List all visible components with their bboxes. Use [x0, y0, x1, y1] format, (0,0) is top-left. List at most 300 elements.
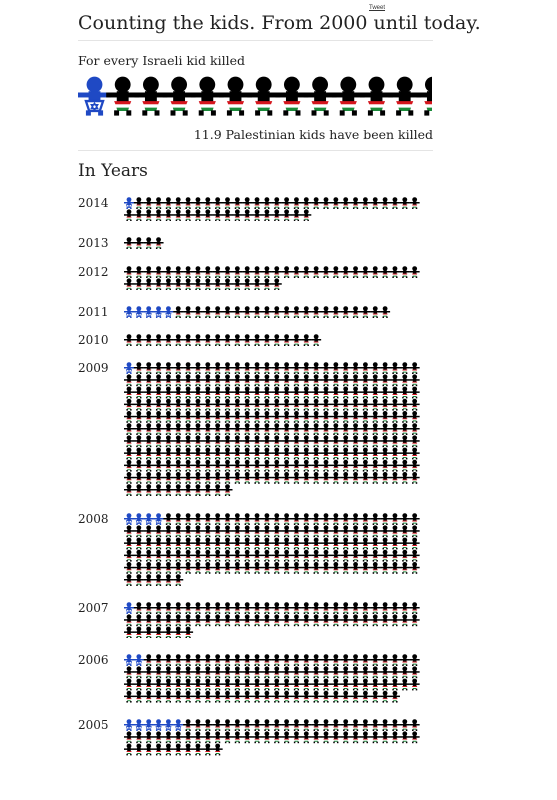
palestinian-kid-icon [370, 387, 380, 399]
palestinian-kid-icon [262, 399, 272, 411]
palestinian-kid-icon [183, 691, 193, 703]
palestinian-kid-icon [213, 549, 223, 561]
palestinian-kid-icon [144, 626, 154, 638]
palestinian-kid-icon [223, 691, 233, 703]
palestinian-kid-icon [291, 525, 301, 537]
palestinian-kid-icon [232, 209, 242, 221]
section-title: In Years [78, 161, 148, 181]
palestinian-kid-icon [203, 744, 213, 756]
palestinian-kid-icon [163, 574, 173, 586]
palestinian-kid-icon [380, 266, 390, 278]
palestinian-kid-icon [213, 278, 223, 290]
israeli-kid-icon [124, 363, 134, 375]
palestinian-kid-icon [341, 655, 351, 667]
palestinian-kid-icon [191, 77, 224, 116]
palestinian-kid-icon [213, 306, 223, 318]
tweet-link[interactable]: Tweet [369, 5, 386, 11]
palestinian-kid-icon [282, 513, 292, 525]
palestinian-kid-icon [134, 363, 144, 375]
palestinian-kid-icon [203, 485, 213, 497]
palestinian-kid-icon [124, 375, 134, 387]
palestinian-kid-icon [390, 655, 400, 667]
palestinian-kid-icon [193, 334, 203, 346]
palestinian-kid-icon [390, 197, 400, 209]
palestinian-kid-icon [321, 549, 331, 561]
palestinian-kid-icon [311, 436, 321, 448]
palestinian-kid-icon [173, 424, 183, 436]
palestinian-kid-icon [370, 549, 380, 561]
palestinian-kid-icon [351, 306, 361, 318]
palestinian-kid-icon [183, 667, 193, 679]
palestinian-kid-icon [203, 472, 213, 484]
year-kids-2006 [124, 654, 424, 703]
israeli-kid-icon [134, 655, 144, 667]
palestinian-kid-icon [144, 209, 154, 221]
palestinian-kid-icon [183, 448, 193, 460]
palestinian-kid-icon [173, 691, 183, 703]
palestinian-kid-icon [134, 485, 144, 497]
palestinian-kid-icon [213, 614, 223, 626]
palestinian-kid-icon [301, 562, 311, 574]
palestinian-kid-icon [134, 399, 144, 411]
palestinian-kid-icon [232, 602, 242, 614]
palestinian-kid-icon [183, 719, 193, 731]
palestinian-kid-icon [193, 266, 203, 278]
palestinian-kid-icon [262, 334, 272, 346]
palestinian-kid-icon [173, 574, 183, 586]
palestinian-kid-icon [154, 691, 164, 703]
israeli-kid-icon [163, 719, 173, 731]
palestinian-kid-icon [203, 436, 213, 448]
palestinian-kid-icon [213, 197, 223, 209]
page-title: Counting the kids. From 2000 until today. [78, 12, 481, 34]
palestinian-kid-icon [203, 513, 213, 525]
palestinian-kid-icon [223, 513, 233, 525]
palestinian-kid-icon [154, 626, 164, 638]
palestinian-kid-icon [262, 306, 272, 318]
palestinian-kid-icon [242, 399, 252, 411]
palestinian-kid-icon [154, 436, 164, 448]
palestinian-kid-icon [242, 732, 252, 744]
palestinian-kid-icon [390, 387, 400, 399]
palestinian-kid-icon [134, 472, 144, 484]
palestinian-kid-icon [351, 719, 361, 731]
palestinian-kid-icon [262, 460, 272, 472]
palestinian-kid-icon [144, 549, 154, 561]
palestinian-kid-icon [213, 655, 223, 667]
palestinian-kid-icon [331, 549, 341, 561]
palestinian-kid-icon [390, 719, 400, 731]
palestinian-kid-icon [232, 460, 242, 472]
palestinian-kid-icon [360, 436, 370, 448]
palestinian-kid-icon [163, 411, 173, 423]
palestinian-kid-icon [321, 266, 331, 278]
palestinian-kid-icon [203, 448, 213, 460]
palestinian-kid-icon [291, 537, 301, 549]
palestinian-kid-icon [252, 306, 262, 318]
palestinian-kid-icon [370, 732, 380, 744]
palestinian-kid-icon [380, 424, 390, 436]
palestinian-kid-icon [360, 679, 370, 691]
palestinian-kid-icon [124, 614, 134, 626]
palestinian-kid-icon [341, 387, 351, 399]
palestinian-kid-icon [203, 691, 213, 703]
palestinian-kid-icon [134, 537, 144, 549]
palestinian-kid-icon [301, 209, 311, 221]
palestinian-kid-icon [163, 209, 173, 221]
palestinian-kid-icon [232, 363, 242, 375]
palestinian-kid-icon [370, 537, 380, 549]
palestinian-kid-icon [341, 375, 351, 387]
palestinian-kid-icon [213, 363, 223, 375]
palestinian-kid-icon [193, 513, 203, 525]
palestinian-kid-icon [242, 562, 252, 574]
palestinian-kid-icon [193, 209, 203, 221]
palestinian-kid-icon [213, 399, 223, 411]
palestinian-kid-icon [321, 614, 331, 626]
palestinian-kid-icon [341, 732, 351, 744]
palestinian-kid-icon [124, 667, 134, 679]
palestinian-kid-icon [144, 602, 154, 614]
palestinian-kid-icon [252, 197, 262, 209]
palestinian-kid-icon [400, 460, 410, 472]
year-label: 2014 [78, 196, 109, 210]
palestinian-kid-icon [331, 667, 341, 679]
palestinian-kid-icon [400, 525, 410, 537]
palestinian-kid-icon [232, 537, 242, 549]
year-kids-2012 [124, 266, 424, 290]
comparison-subtitle: For every Israeli kid killed [78, 53, 245, 68]
palestinian-kid-icon [321, 732, 331, 744]
palestinian-kid-icon [410, 679, 420, 691]
palestinian-kid-icon [341, 436, 351, 448]
palestinian-kid-icon [173, 549, 183, 561]
palestinian-kid-icon [282, 399, 292, 411]
palestinian-kid-icon [331, 655, 341, 667]
palestinian-kid-icon [262, 691, 272, 703]
palestinian-kid-icon [242, 436, 252, 448]
palestinian-kid-icon [144, 472, 154, 484]
palestinian-kid-icon [124, 209, 134, 221]
year-label: 2010 [78, 333, 109, 348]
palestinian-kid-icon [331, 602, 341, 614]
palestinian-kid-icon [232, 513, 242, 525]
palestinian-kid-icon [380, 691, 390, 703]
palestinian-kid-icon [252, 209, 262, 221]
palestinian-kid-icon [223, 655, 233, 667]
palestinian-kid-icon [360, 513, 370, 525]
palestinian-kid-icon [301, 411, 311, 423]
palestinian-kid-icon [213, 334, 223, 346]
palestinian-kid-icon [291, 562, 301, 574]
palestinian-kid-icon [252, 602, 262, 614]
palestinian-kid-icon [213, 485, 223, 497]
palestinian-kid-icon [144, 448, 154, 460]
palestinian-kid-icon [232, 732, 242, 744]
palestinian-kid-icon [341, 719, 351, 731]
palestinian-kid-icon [203, 306, 213, 318]
palestinian-kid-icon [213, 691, 223, 703]
palestinian-kid-icon [410, 424, 420, 436]
palestinian-kid-icon [223, 266, 233, 278]
palestinian-kid-icon [311, 655, 321, 667]
palestinian-kid-icon [144, 537, 154, 549]
palestinian-kid-icon [262, 655, 272, 667]
palestinian-kid-icon [242, 411, 252, 423]
palestinian-kid-icon [232, 472, 242, 484]
palestinian-kid-icon [272, 197, 282, 209]
palestinian-kid-icon [154, 334, 164, 346]
palestinian-kid-icon [193, 424, 203, 436]
palestinian-kid-icon [282, 602, 292, 614]
palestinian-kid-icon [154, 574, 164, 586]
palestinian-kid-icon [291, 375, 301, 387]
palestinian-kid-icon [360, 667, 370, 679]
palestinian-kid-icon [183, 460, 193, 472]
palestinian-kid-icon [321, 306, 331, 318]
palestinian-kid-icon [291, 679, 301, 691]
palestinian-kid-icon [400, 562, 410, 574]
palestinian-kid-icon [410, 537, 420, 549]
palestinian-kid-icon [272, 387, 282, 399]
palestinian-kid-icon [223, 562, 233, 574]
palestinian-kid-icon [410, 436, 420, 448]
palestinian-kid-icon [341, 411, 351, 423]
israeli-kid-icon [124, 197, 134, 209]
year-label: 2009 [78, 361, 109, 376]
year-kids-2013 [124, 237, 424, 249]
palestinian-kid-icon [134, 614, 144, 626]
palestinian-kid-icon [124, 399, 134, 411]
palestinian-kid-icon [262, 525, 272, 537]
palestinian-kid-icon [144, 691, 154, 703]
palestinian-kid-icon [262, 719, 272, 731]
palestinian-kid-icon [163, 626, 173, 638]
palestinian-kid-icon [301, 375, 311, 387]
palestinian-kid-icon [262, 424, 272, 436]
palestinian-kid-icon [183, 375, 193, 387]
palestinian-kid-icon [203, 549, 213, 561]
palestinian-kid-icon [154, 537, 164, 549]
palestinian-kid-icon [144, 485, 154, 497]
palestinian-kid-icon [341, 513, 351, 525]
palestinian-kid-icon [193, 460, 203, 472]
palestinian-kid-icon [272, 691, 282, 703]
palestinian-kid-icon [400, 266, 410, 278]
palestinian-kid-icon [351, 399, 361, 411]
palestinian-kid-icon [154, 363, 164, 375]
palestinian-kid-icon [380, 602, 390, 614]
palestinian-kid-icon [311, 537, 321, 549]
israeli-kid-icon [144, 719, 154, 731]
palestinian-kid-icon [301, 655, 311, 667]
palestinian-kid-icon [380, 460, 390, 472]
palestinian-kid-icon [154, 197, 164, 209]
palestinian-kid-icon [311, 460, 321, 472]
palestinian-kid-icon [173, 363, 183, 375]
palestinian-kid-icon [252, 363, 262, 375]
palestinian-kid-icon [193, 306, 203, 318]
palestinian-kid-icon [390, 732, 400, 744]
palestinian-kid-icon [331, 266, 341, 278]
palestinian-kid-icon [410, 387, 420, 399]
palestinian-kid-icon [351, 602, 361, 614]
palestinian-kid-icon [242, 719, 252, 731]
palestinian-kid-icon [144, 399, 154, 411]
palestinian-kid-icon [173, 513, 183, 525]
palestinian-kid-icon [163, 436, 173, 448]
palestinian-kid-icon [321, 655, 331, 667]
palestinian-kid-icon [410, 549, 420, 561]
palestinian-kid-icon [173, 448, 183, 460]
palestinian-kid-icon [183, 278, 193, 290]
palestinian-kid-icon [380, 197, 390, 209]
palestinian-kid-icon [193, 411, 203, 423]
palestinian-kid-icon [301, 306, 311, 318]
palestinian-kid-icon [282, 549, 292, 561]
palestinian-kid-icon [262, 562, 272, 574]
palestinian-kid-icon [173, 602, 183, 614]
palestinian-kid-icon [223, 278, 233, 290]
palestinian-kid-icon [183, 513, 193, 525]
palestinian-kid-icon [380, 448, 390, 460]
palestinian-kid-icon [301, 719, 311, 731]
palestinian-kid-icon [410, 460, 420, 472]
palestinian-kid-icon [380, 436, 390, 448]
palestinian-kid-icon [370, 719, 380, 731]
palestinian-kid-icon [331, 411, 341, 423]
palestinian-kid-icon [134, 387, 144, 399]
palestinian-kid-icon [193, 485, 203, 497]
palestinian-kid-icon [341, 549, 351, 561]
palestinian-kid-icon [252, 424, 262, 436]
palestinian-kid-icon [410, 363, 420, 375]
palestinian-kid-icon [360, 472, 370, 484]
palestinian-kid-icon [390, 375, 400, 387]
palestinian-kid-icon [301, 387, 311, 399]
palestinian-kid-icon [232, 679, 242, 691]
palestinian-kid-icon [380, 513, 390, 525]
palestinian-kid-icon [173, 614, 183, 626]
palestinian-kid-icon [311, 667, 321, 679]
palestinian-kid-icon [400, 679, 410, 691]
palestinian-kid-icon [370, 306, 380, 318]
palestinian-kid-icon [272, 334, 282, 346]
palestinian-kid-icon [370, 460, 380, 472]
palestinian-kid-icon [272, 436, 282, 448]
palestinian-kid-icon [203, 614, 213, 626]
palestinian-kid-icon [173, 436, 183, 448]
palestinian-kid-icon [311, 732, 321, 744]
palestinian-kid-icon [203, 363, 213, 375]
palestinian-kid-icon [262, 679, 272, 691]
israeli-kid-icon [124, 306, 134, 318]
palestinian-kid-icon [331, 719, 341, 731]
palestinian-kid-icon [272, 537, 282, 549]
palestinian-kid-icon [134, 460, 144, 472]
palestinian-kid-icon [213, 472, 223, 484]
palestinian-kid-icon [400, 424, 410, 436]
palestinian-kid-icon [370, 679, 380, 691]
palestinian-kid-icon [223, 667, 233, 679]
palestinian-kid-icon [262, 537, 272, 549]
palestinian-kid-icon [262, 387, 272, 399]
palestinian-kid-icon [272, 460, 282, 472]
palestinian-kid-icon [173, 679, 183, 691]
palestinian-kid-icon [252, 525, 262, 537]
palestinian-kid-icon [390, 460, 400, 472]
palestinian-kid-icon [252, 266, 262, 278]
year-kids-2014 [124, 197, 424, 221]
palestinian-kid-icon [183, 732, 193, 744]
palestinian-kid-icon [331, 679, 341, 691]
palestinian-kid-icon [173, 278, 183, 290]
palestinian-kid-icon [360, 525, 370, 537]
palestinian-kid-icon [183, 655, 193, 667]
palestinian-kid-icon [351, 424, 361, 436]
palestinian-kid-icon [203, 602, 213, 614]
palestinian-kid-icon [351, 655, 361, 667]
palestinian-kid-icon [291, 209, 301, 221]
palestinian-kid-icon [242, 334, 252, 346]
palestinian-kid-icon [282, 411, 292, 423]
palestinian-kid-icon [183, 209, 193, 221]
palestinian-kid-icon [370, 375, 380, 387]
palestinian-kid-icon [272, 513, 282, 525]
palestinian-kid-icon [183, 363, 193, 375]
palestinian-kid-icon [291, 399, 301, 411]
palestinian-kid-icon [203, 732, 213, 744]
palestinian-kid-icon [173, 525, 183, 537]
palestinian-kid-icon [400, 399, 410, 411]
palestinian-kid-icon [272, 679, 282, 691]
palestinian-kid-icon [291, 691, 301, 703]
palestinian-kid-icon [213, 513, 223, 525]
palestinian-kid-icon [370, 655, 380, 667]
israeli-kid-icon [124, 719, 134, 731]
palestinian-kid-icon [223, 375, 233, 387]
palestinian-kid-icon [272, 719, 282, 731]
palestinian-kid-icon [144, 375, 154, 387]
palestinian-kid-icon [134, 424, 144, 436]
palestinian-kid-icon [262, 278, 272, 290]
palestinian-kid-icon [173, 562, 183, 574]
palestinian-kid-icon [232, 549, 242, 561]
palestinian-kid-icon [360, 602, 370, 614]
palestinian-kid-icon [134, 375, 144, 387]
palestinian-kid-icon [242, 448, 252, 460]
palestinian-kid-icon [331, 525, 341, 537]
palestinian-kid-icon [331, 363, 341, 375]
year-kids-2010 [124, 334, 424, 346]
palestinian-kid-icon [163, 278, 173, 290]
palestinian-kid-icon [321, 197, 331, 209]
palestinian-kid-icon [321, 525, 331, 537]
palestinian-kid-icon [232, 334, 242, 346]
palestinian-kid-icon [134, 436, 144, 448]
palestinian-kid-icon [311, 562, 321, 574]
palestinian-kid-icon [360, 549, 370, 561]
year-kids-2005 [124, 719, 424, 756]
palestinian-kid-icon [272, 375, 282, 387]
palestinian-kid-icon [321, 537, 331, 549]
palestinian-kid-icon [144, 238, 154, 250]
palestinian-kid-icon [134, 602, 144, 614]
palestinian-kid-icon [360, 197, 370, 209]
palestinian-kid-icon [223, 306, 233, 318]
palestinian-kid-icon [282, 472, 292, 484]
palestinian-kid-icon [351, 562, 361, 574]
